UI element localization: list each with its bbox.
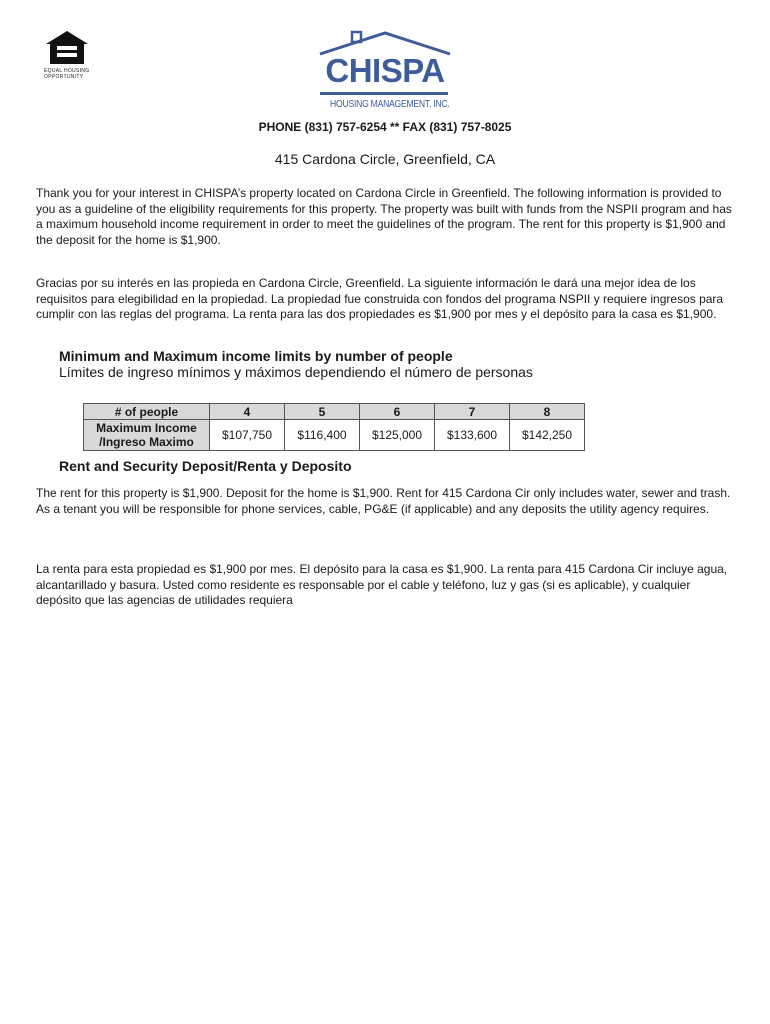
income-6: $125,000 — [360, 420, 435, 451]
intro-english: Thank you for your interest in CHISPA’s property located on Cardona Circle in Greenfield. The following information is provided to you as a guideline of the eligibility requirements for this property. The property was built with funds from the NSPII program and has a maximum household income requirement in order to meet the guidelines of the program. The rent for this property is $1,900 and the deposit for the home is $1,900. — [36, 186, 732, 247]
eho-line-2: OPPORTUNITY — [44, 74, 84, 80]
table-header-row — [84, 404, 585, 420]
rent-heading: Rent and Security Deposit/Renta y Deposito — [59, 458, 352, 474]
people-header: # of people — [84, 404, 210, 420]
contact-line: PHONE (831) 757-6254 ** FAX (831) 757-8025 — [258, 120, 512, 134]
eho-line-1: EQUAL HOUSING — [44, 68, 90, 74]
people-7: 7 — [435, 404, 510, 420]
people-5: 5 — [285, 404, 360, 420]
people-6: 6 — [360, 404, 435, 420]
income-7: $133,600 — [435, 420, 510, 451]
chispa-logo — [318, 30, 452, 110]
people-8: 8 — [510, 404, 585, 420]
table-row — [84, 420, 585, 451]
property-address: 415 Cardona Circle, Greenfield, CA — [274, 151, 496, 167]
income-limits-table — [83, 403, 585, 451]
chispa-subtitle: HOUSING MANAGEMENT, INC. — [330, 98, 450, 110]
equal-housing-text — [44, 68, 94, 80]
chispa-name: CHISPA — [325, 52, 445, 89]
income-4: $107,750 — [210, 420, 285, 451]
income-8: $142,250 — [510, 420, 585, 451]
rent-english: The rent for this property is $1,900. Deposit for the home is $1,900. Rent for 415 Cardona Cir only includes water, sewer and trash. As a tenant you will be responsible for phone services, cable, PG&E (if applicable) and any deposits the utility agency requires. — [36, 486, 731, 516]
people-4: 4 — [210, 404, 285, 420]
income-heading-spanish: Límites de ingreso mínimos y máximos dependiendo el número de personas — [59, 364, 533, 380]
income-5: $116,400 — [285, 420, 360, 451]
rent-spanish: La renta para esta propiedad es $1,900 por mes. El depósito para la casa es $1,900. La renta para 415 Cardona Cir incluye agua, alcantarillado y basura. Usted como residente es responsable por el cable y teléfono, luz y gas (si es aplicable), y cualquier depósito que las agencias de utilidades requiera — [36, 562, 728, 607]
equal-housing-logo — [44, 30, 94, 80]
chispa-divider — [320, 92, 448, 95]
income-heading-english: Minimum and Maximum income limits by number of people — [59, 348, 453, 364]
equal-housing-icon — [44, 30, 90, 66]
max-income-label: Maximum Income /Ingreso Maximo — [84, 420, 210, 451]
intro-spanish: Gracias por su interés en las propieda en Cardona Circle, Greenfield. La siguiente información le dará una mejor idea de los requisitos para elegibilidad en la propiedad. La propiedad fue construida con fondos del programa NSPII y requiere ingresos para cumplir con las reglas del programa. La renta para las dos propiedades es $1,900 por mes y el depósito para la casa es $1,900. — [36, 276, 724, 321]
